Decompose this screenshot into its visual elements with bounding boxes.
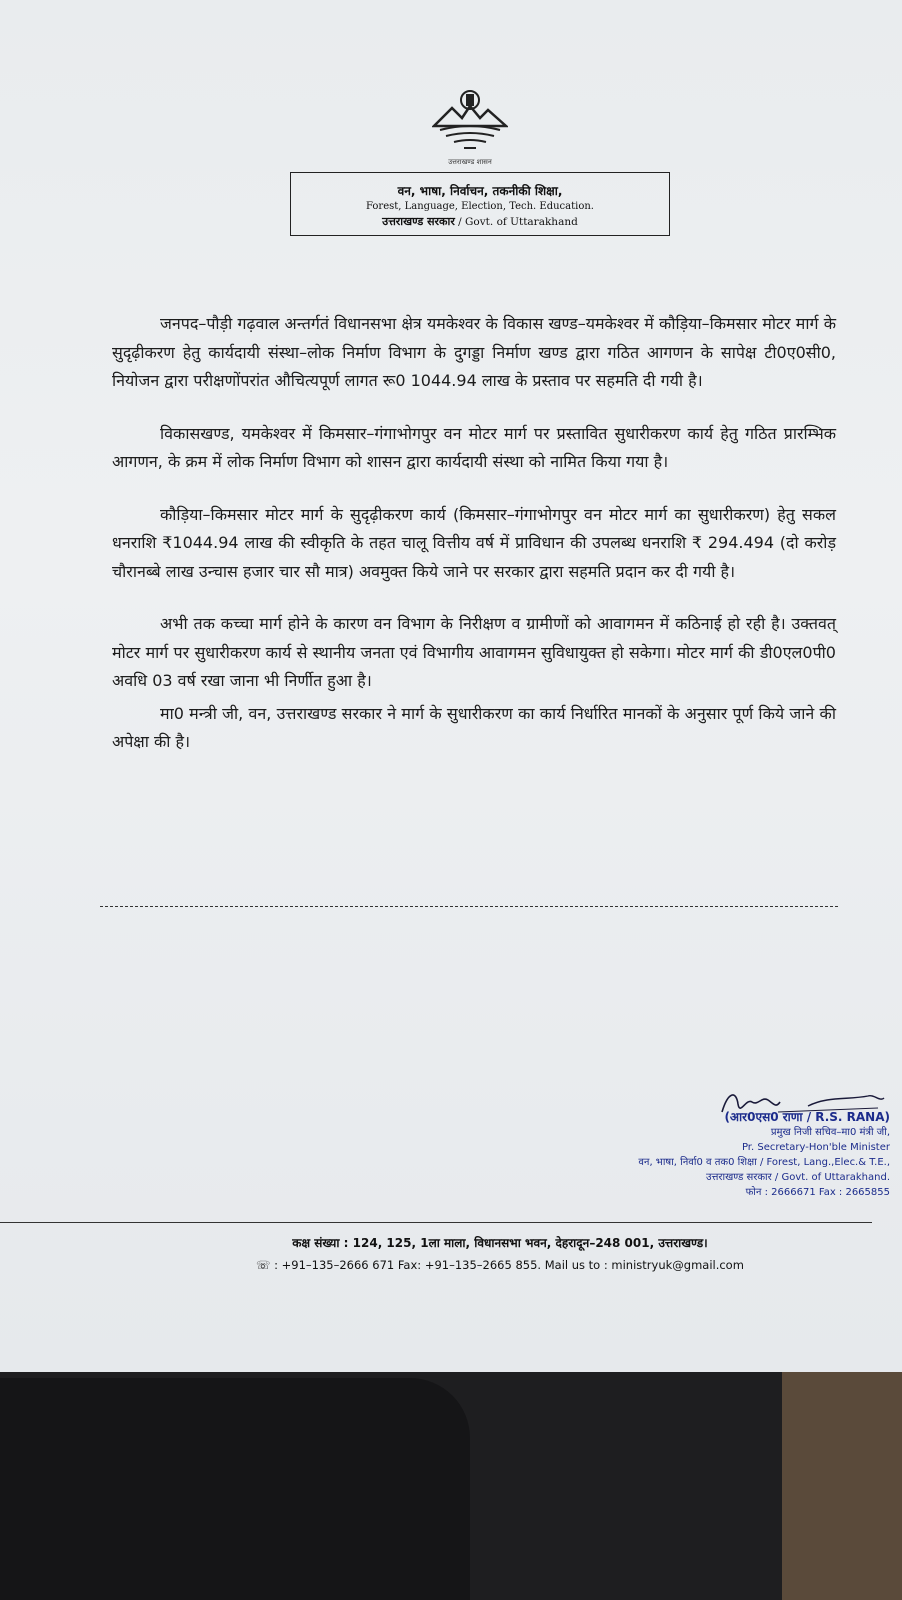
department-header-box [290,172,670,236]
letter-body [112,310,836,781]
signature-block [620,1110,890,1200]
dashed-divider [100,906,838,907]
dark-fabric [0,1378,470,1600]
paragraph: कौड़िया–किमसार मोटर मार्ग के सुदृढ़ीकरण कार्य (किमसार–गंगाभोगपुर वन मोटर मार्ग का सुधारीकरण) हेतु सकल धनराशि ₹1044.94 लाख की स्वीकृति के तहत चालू वित्तीय वर्ष में प्राविधान की उपलब्ध धनराशि ₹ 294.494 (दो करोड़ चौरानब्बे लाख उन्चास हजार चार सौ मात्र) अवमुक्त किये जाने पर सरकार द्वारा सहमति प्रदान कर दी गयी है। [112,504,836,581]
department-hindi: वन, भाषा, निर्वाचन, तकनीकी शिक्षा, [397,184,563,198]
paragraph: विकासखण्ड, यमकेश्वर में किमसार–गंगाभोगपुर वन मोटर मार्ग पर प्रस्तावित सुधारीकरण कार्य हेतु गठित प्रारम्भिक आगणन, के क्रम में लोक निर्माण विभाग को शासन द्वारा कार्यदायी संस्था को नामित किया गया है। [112,423,836,471]
paragraph: जनपद–पौड़ी गढ़वाल अन्तर्गतं विधानसभा क्षेत्र यमकेश्वर के विकास खण्ड–यमकेश्वर में कौड़िया–किमसार मोटर मार्ग के सुदृढ़ीकरण हेतु कार्यदायी संस्था–लोक निर्माण विभाग के दुगड्डा निर्माण खण्ड द्वारा गठित आगणन के सापेक्ष टी0ए0सी0, नियोजन द्वारा परीक्षणोंपरांत औचित्यपूर्ण लागत रू0 1044.94 लाख के प्रस्ताव पर सहमति दी गयी है। [112,314,836,390]
govt-english: / Govt. of Uttarakhand [454,216,578,228]
footer-address: कक्ष संख्या : 124, 125, 1ला माला, विधानसभा भवन, देहरादून–248 001, उत्तराखण्ड। [292,1236,708,1250]
signatory-phone: फोन : 2666671 Fax : 2665855 [745,1187,890,1198]
signatory-title-english: Pr. Secretary-Hon'ble Minister [741,1142,890,1153]
emblem-caption: उत्तराखण्ड शासन [448,158,492,166]
signatory-name: (आर0एस0 राणा / R.S. RANA) [724,1110,890,1124]
footer-divider [0,1222,872,1223]
govt-hindi: उत्तराखण्ड सरकार [382,215,455,228]
uttarakhand-emblem-icon [432,86,508,152]
table-edge [782,1372,902,1600]
signatory-title-hindi: प्रमुख निजी सचिव–मा0 मंत्री जी, [770,1127,890,1138]
govt-line [291,214,669,229]
signatory-department: वन, भाषा, निर्वा0 व तक0 शिक्षा / Forest, Lang.,Elec.& T.E., [638,1157,890,1168]
paragraph: अभी तक कच्चा मार्ग होने के कारण वन विभाग के निरीक्षण व ग्रामीणों को आवागमन में कठिनाई हो रही है। उक्तवत् मोटर मार्ग पर सुधारीकरण कार्य से स्थानीय जनता एवं विभागीय आवागमन सुविधायुक्त हो सकेगा। मोटर मार्ग की डी0एल0पी0 अवधि 03 वर्ष रखा जाना भी निर्णीत हुआ है। [112,614,836,690]
paragraph: मा0 मन्त्री जी, वन, उत्तराखण्ड सरकार ने मार्ग के सुधारीकरण का कार्य निर्धारित मानकों के अनुसार पूर्ण किये जाने की अपेक्षा की है। [112,703,836,751]
department-english: Forest, Language, Election, Tech. Education. [366,201,594,212]
signatory-govt: उत्तराखण्ड सरकार / Govt. of Uttarakhand. [706,1172,890,1183]
footer-contact: ☏ : +91–135–2666 671 Fax: +91–135–2665 855. Mail us to : ministryuk@gmail.com [256,1258,744,1272]
